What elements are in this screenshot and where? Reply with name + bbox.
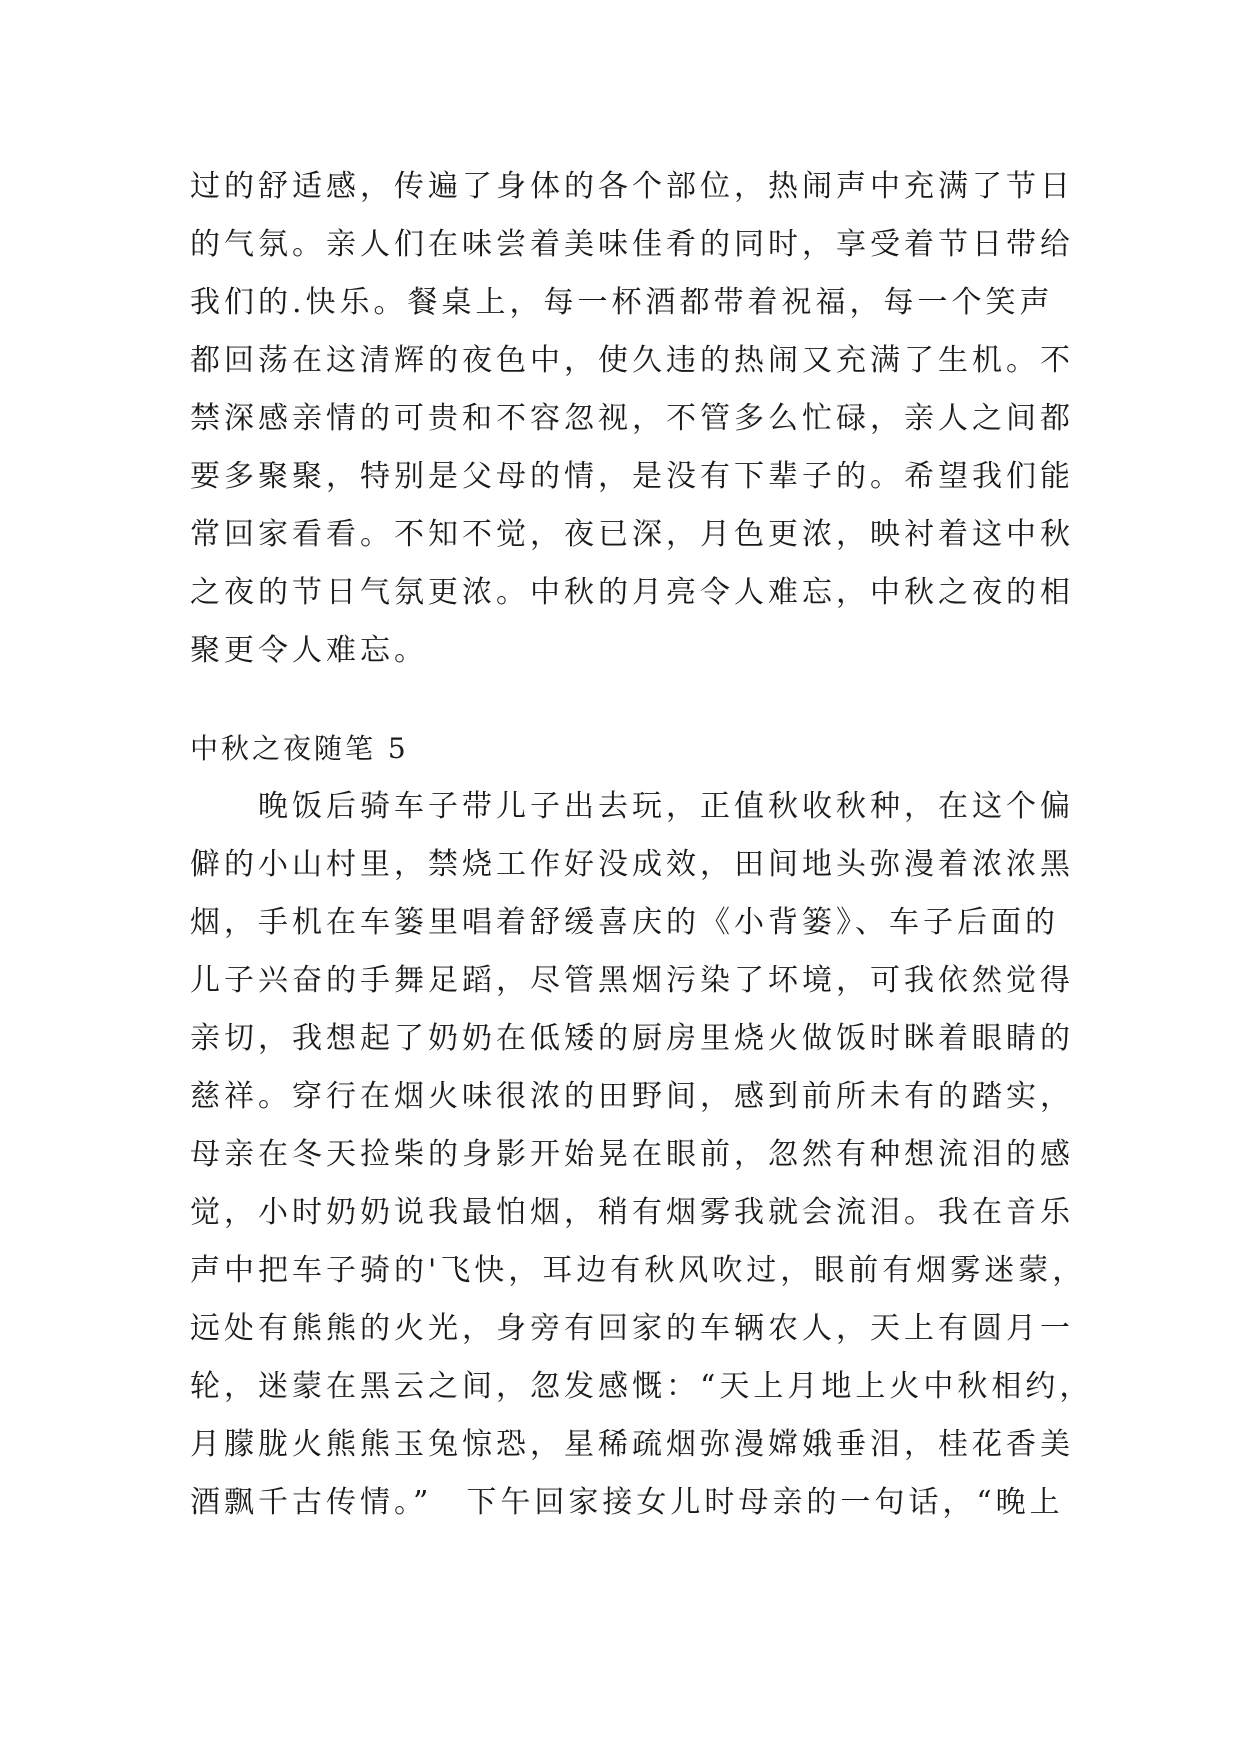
text-line: 要多聚聚，特别是父母的情，是没有下辈子的。希望我们能 bbox=[190, 459, 1074, 494]
text-line: 禁深感亲情的可贵和不容忽视，不管多么忙碌，亲人之间都 bbox=[190, 401, 1074, 436]
text-line: 酒飘千古传情。” 下午回家接女儿时母亲的一句话，“晚上 bbox=[190, 1485, 1064, 1520]
previous-section-paragraph bbox=[190, 158, 1074, 680]
text-line: 慈祥。穿行在烟火味很浓的田野间，感到前所未有的踏实， bbox=[190, 1079, 1074, 1114]
text-line: 都回荡在这清辉的夜色中，使久违的热闹又充满了生机。不 bbox=[190, 343, 1074, 378]
text-line: 儿子兴奋的手舞足蹈，尽管黑烟污染了坏境，可我依然觉得 bbox=[190, 963, 1074, 998]
text-line: 声中把车子骑的'飞快，耳边有秋风吹过，眼前有烟雾迷蒙， bbox=[190, 1253, 1087, 1288]
text-line: 轮，迷蒙在黑云之间，忽发感慨：“天上月地上火中秋相约， bbox=[190, 1369, 1094, 1404]
text-line: 我们的.快乐。餐桌上，每一杯酒都带着祝福，每一个笑声 bbox=[190, 285, 1054, 320]
text-line: 母亲在冬天捡柴的身影开始晃在眼前，忽然有种想流泪的感 bbox=[190, 1137, 1074, 1172]
text-line: 聚更令人难忘。 bbox=[190, 633, 428, 668]
section-title: 中秋之夜随笔 5 bbox=[190, 732, 409, 765]
text-line: 远处有熊熊的火光，身旁有回家的车辆农人，天上有圆月一 bbox=[190, 1311, 1074, 1346]
text-line: 僻的小山村里，禁烧工作好没成效，田间地头弥漫着浓浓黑 bbox=[190, 847, 1074, 882]
text-line: 晚饭后骑车子带儿子出去玩，正值秋收秋种，在这个偏 bbox=[190, 789, 1074, 824]
section-5 bbox=[190, 720, 1094, 1532]
text-line: 之夜的节日气氛更浓。中秋的月亮令人难忘，中秋之夜的相 bbox=[190, 575, 1074, 610]
text-line: 月朦胧火熊熊玉兔惊恐，星稀疏烟弥漫嫦娥垂泪，桂花香美 bbox=[190, 1427, 1074, 1462]
text-line: 亲切，我想起了奶奶在低矮的厨房里烧火做饭时眯着眼睛的 bbox=[190, 1021, 1074, 1056]
text-line: 烟，手机在车篓里唱着舒缓喜庆的《小背篓》、车子后面的 bbox=[190, 905, 1059, 940]
text-line: 过的舒适感，传遍了身体的各个部位，热闹声中充满了节日 bbox=[190, 169, 1074, 204]
text-line: 觉，小时奶奶说我最怕烟，稍有烟雾我就会流泪。我在音乐 bbox=[190, 1195, 1074, 1230]
text-line: 的气氛。亲人们在味尝着美味佳肴的同时，享受着节日带给 bbox=[190, 227, 1074, 262]
text-line: 常回家看看。不知不觉，夜已深，月色更浓，映衬着这中秋 bbox=[190, 517, 1074, 552]
